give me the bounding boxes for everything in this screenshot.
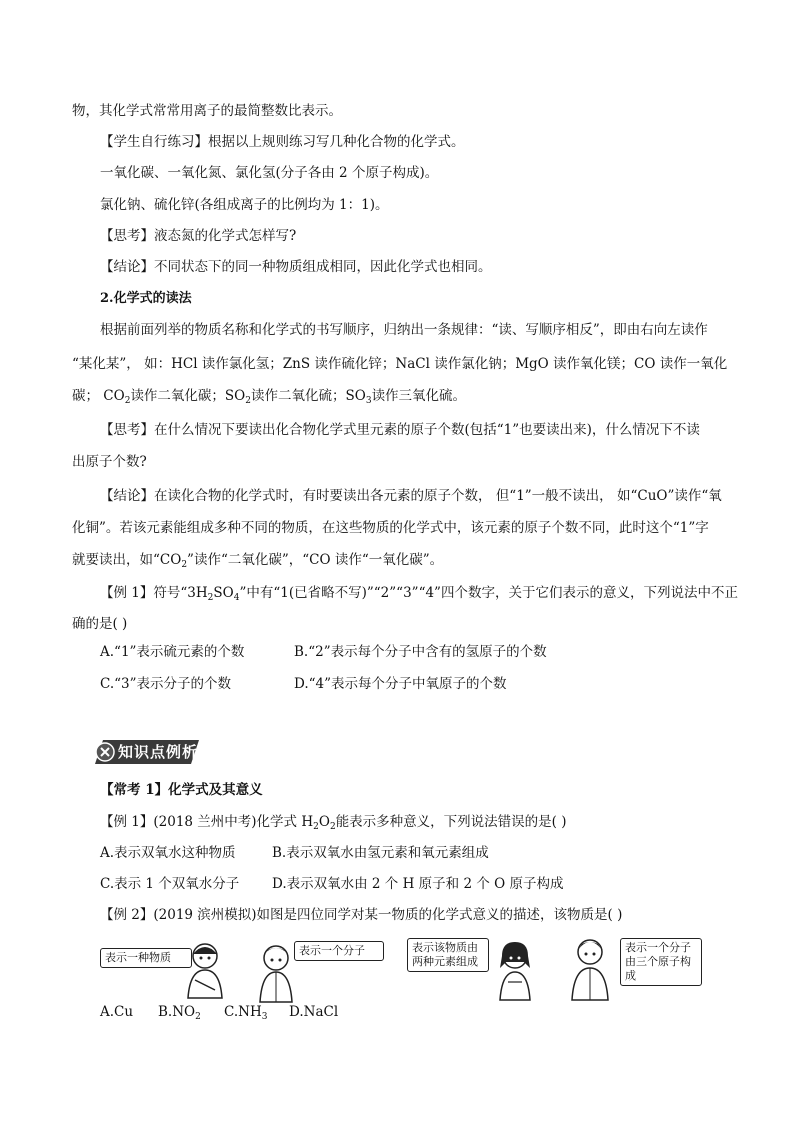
speech-bubble: 表示该物质由两种元素组成 [407, 938, 489, 972]
text-span: 读作二氧化碳；SO [130, 388, 246, 404]
text-span: O [318, 814, 330, 830]
option: B.表示双氧水由氢元素和氧元素组成 [272, 845, 489, 861]
student-figure-4 [566, 936, 614, 1002]
subscript: 2 [313, 822, 319, 832]
text-line [100, 583, 738, 608]
option: B.“2”表示每个分子中含有的氢原子的个数 [294, 644, 547, 660]
text-line: 【学生自行练习】根据以上规则练习写几种化合物的化学式。 [100, 134, 465, 150]
option: A.表示双氧水这种物质 [100, 845, 236, 861]
subscript: 2 [195, 1012, 201, 1022]
text-line: 物，其化学式常常用离子的最简整数比表示。 [72, 103, 342, 119]
text-span: SO [213, 585, 234, 601]
subscript: 2 [207, 593, 214, 603]
text-line [100, 812, 567, 837]
text-span: B.NO [158, 1004, 196, 1020]
text-span: 碳； CO [72, 388, 125, 404]
text-line: 【思考】液态氮的化学式怎样写? [100, 228, 297, 244]
text-span: 【例 1】符号“3H [100, 585, 208, 601]
text-span: 能表示多种意义，下列说法错误的是( ) [335, 814, 567, 830]
text-span: C.NH [224, 1004, 262, 1020]
text-span: 读作三氧化硫。 [371, 388, 467, 404]
student-figure-3 [490, 940, 540, 1002]
subscript: 3 [365, 396, 372, 406]
text-line [72, 550, 443, 575]
subscript: 3 [261, 1012, 268, 1022]
subheading: 2.化学式的读法 [100, 291, 192, 306]
text-line: 化铜”。若该元素能组成多种不同的物质，在这些物质的化学式中，该元素的原子个数不同，此时这个“1”字 [72, 520, 709, 536]
text-span: ”中有“1(已省略不写)”“2”“3”“4”四个数字，关于它们表示的意义，下列说法中不正 [239, 585, 738, 601]
text-line: 【思考】在什么情况下要读出化合物化学式里元素的原子个数(包括“1”也要读出来)，什么情况下不读 [100, 422, 700, 438]
text-line: 【例 2】(2019 滨州模拟)如图是四位同学对某一物质的化学式意义的描述，该物质是( ) [100, 907, 623, 923]
option: A.“1”表示硫元素的个数 [100, 644, 245, 660]
text-line: 确的是( ) [72, 616, 128, 632]
subscript: 2 [245, 396, 251, 406]
speech-bubble: 表示一个分子 [294, 941, 384, 961]
text-line: 【结论】在读化合物的化学式时，有时要读出各元素的原子个数， 但“1”一般不读出， 如“CuO”读作“氧 [100, 488, 722, 504]
option [224, 1002, 267, 1027]
text-line: 出原子个数? [72, 454, 147, 470]
text-line [72, 386, 466, 411]
subscript: 4 [233, 593, 240, 603]
text-span: 就要读出，如“CO [72, 552, 182, 568]
text-line: 氯化钠、硫化锌(各组成离子的比例均为 1：1)。 [100, 197, 389, 213]
option: C.“3”表示分子的个数 [100, 676, 232, 692]
option: D.“4”表示每个分子中氧原子的个数 [294, 676, 507, 692]
text-line: 【常考 1】化学式及其意义 [100, 782, 263, 798]
text-span: ”读作“二氧化碳”，“CO 读作“一氧化碳”。 [187, 552, 444, 568]
text-span: 读作二氧化硫；SO [251, 388, 366, 404]
option [158, 1002, 201, 1027]
speech-bubble: 表示一个分子由三个原子构成 [620, 938, 702, 986]
subscript: 2 [124, 396, 131, 406]
student-figure-2 [254, 942, 298, 1004]
subscript: 2 [329, 822, 336, 832]
subscript: 2 [181, 560, 188, 570]
text-line: 一氧化碳、一氧化氮、氯化氢(分子各由 2 个原子构成)。 [100, 165, 439, 181]
speech-bubble: 表示一种物质 [100, 948, 192, 968]
option: A.Cu [100, 1004, 134, 1020]
option: D.NaCl [289, 1004, 339, 1020]
text-line: “某化某”， 如：HCl 读作氯化氢；ZnS 读作硫化锌；NaCl 读作氯化钠；MgO 读作氧化镁；CO 读作一氧化 [72, 356, 728, 372]
section-title: 知识点例析 [118, 743, 199, 761]
text-line: 根据前面列举的物质名称和化学式的书写顺序，归纳出一条规律：“读、写顺序相反”，即由右向左读作 [100, 322, 708, 338]
student-figure-1 [180, 940, 230, 1000]
option: C.表示 1 个双氧水分子 [100, 876, 240, 892]
option: D.表示双氧水由 2 个 H 原子和 2 个 O 原子构成 [272, 876, 564, 892]
text-span: 【例 1】(2018 兰州中考)化学式 H [100, 814, 314, 830]
text-line: 【结论】不同状态下的同一种物质组成相同，因此化学式也相同。 [100, 259, 492, 275]
